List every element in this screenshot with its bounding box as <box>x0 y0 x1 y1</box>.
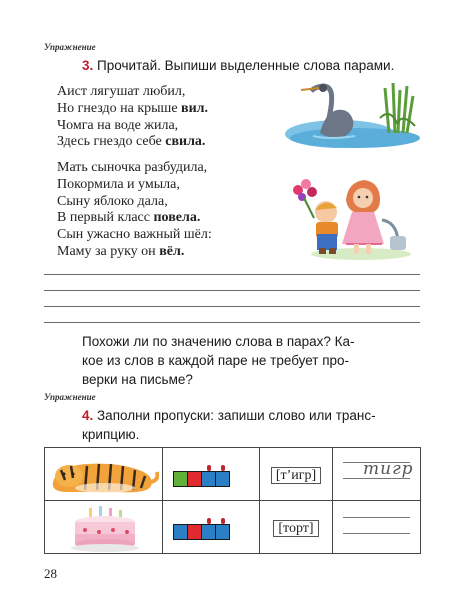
sound-square <box>173 471 188 487</box>
heron-illustration <box>285 78 420 150</box>
exercise-label: Упражнение <box>44 392 96 402</box>
sound-square <box>187 524 202 540</box>
stress-mark <box>207 518 211 524</box>
page-number: 28 <box>44 566 57 581</box>
poem-line: Мать сыночка разбудила, <box>57 160 208 175</box>
writing-cell[interactable] <box>333 501 421 554</box>
transcription: [т’игр] <box>271 467 321 484</box>
writing-line[interactable] <box>44 274 420 275</box>
writing-line[interactable] <box>44 322 420 323</box>
task-text: Прочитай. Выпиши выделенные слова парами. <box>97 58 395 73</box>
stress-mark <box>207 465 211 471</box>
poem-line: Но гнездо на крыше вил. <box>57 100 209 116</box>
writing-line[interactable] <box>44 306 420 307</box>
transcription-cell <box>260 448 333 501</box>
sound-square <box>215 524 230 540</box>
task-4-heading: 4. Заполни пропуски: запиши слово или транс- крипцию. <box>82 408 376 442</box>
poem-line: Здесь гнездо себе свила. <box>57 134 206 150</box>
sound-square <box>201 524 216 540</box>
writing-cell[interactable] <box>333 448 421 501</box>
task-number: 4. <box>82 408 94 423</box>
sound-square <box>187 471 202 487</box>
poem-line: Сын ужасно важный шёл: <box>57 227 212 243</box>
written-word: тигр <box>363 459 414 479</box>
poem-line: Покормила и умыла, <box>57 176 180 192</box>
poem-line: Маму за руку он вёл. <box>57 243 185 259</box>
sound-square <box>215 471 230 487</box>
word-table <box>44 447 421 554</box>
sound-schema <box>173 524 259 540</box>
schema-cell <box>163 501 260 554</box>
poem-line: В первый класс повела. <box>57 210 201 226</box>
table-row <box>45 448 421 501</box>
poem-mother <box>57 160 212 261</box>
schema-cell <box>163 448 260 501</box>
task-number: 3. <box>82 58 94 73</box>
tiger-image <box>47 452 159 496</box>
poem-line: Аист лягушат любил, <box>57 84 186 99</box>
exercise-label: Упражнение <box>44 42 96 52</box>
cake-image <box>69 506 139 552</box>
question-text: Похожи ли по значению слова в парах? Ка- кое из слов в каждой паре не требует про- верки на письме? <box>82 334 355 387</box>
task-3-heading <box>82 56 394 75</box>
poem-stork <box>57 84 208 151</box>
transcription: [торт] <box>273 520 318 537</box>
picture-cell <box>45 501 163 554</box>
writing-line[interactable] <box>44 290 420 291</box>
table-row <box>45 501 421 554</box>
poem-line: Чомга на воде жила, <box>57 117 179 133</box>
picture-cell <box>45 448 163 501</box>
poem-line: Сыну яблоко дала, <box>57 193 168 209</box>
sound-square <box>201 471 216 487</box>
sound-schema <box>173 471 259 487</box>
mother-son-illustration <box>286 170 414 262</box>
sound-square <box>173 524 188 540</box>
stress-mark <box>221 465 225 471</box>
stress-mark <box>221 518 225 524</box>
transcription-cell <box>260 501 333 554</box>
